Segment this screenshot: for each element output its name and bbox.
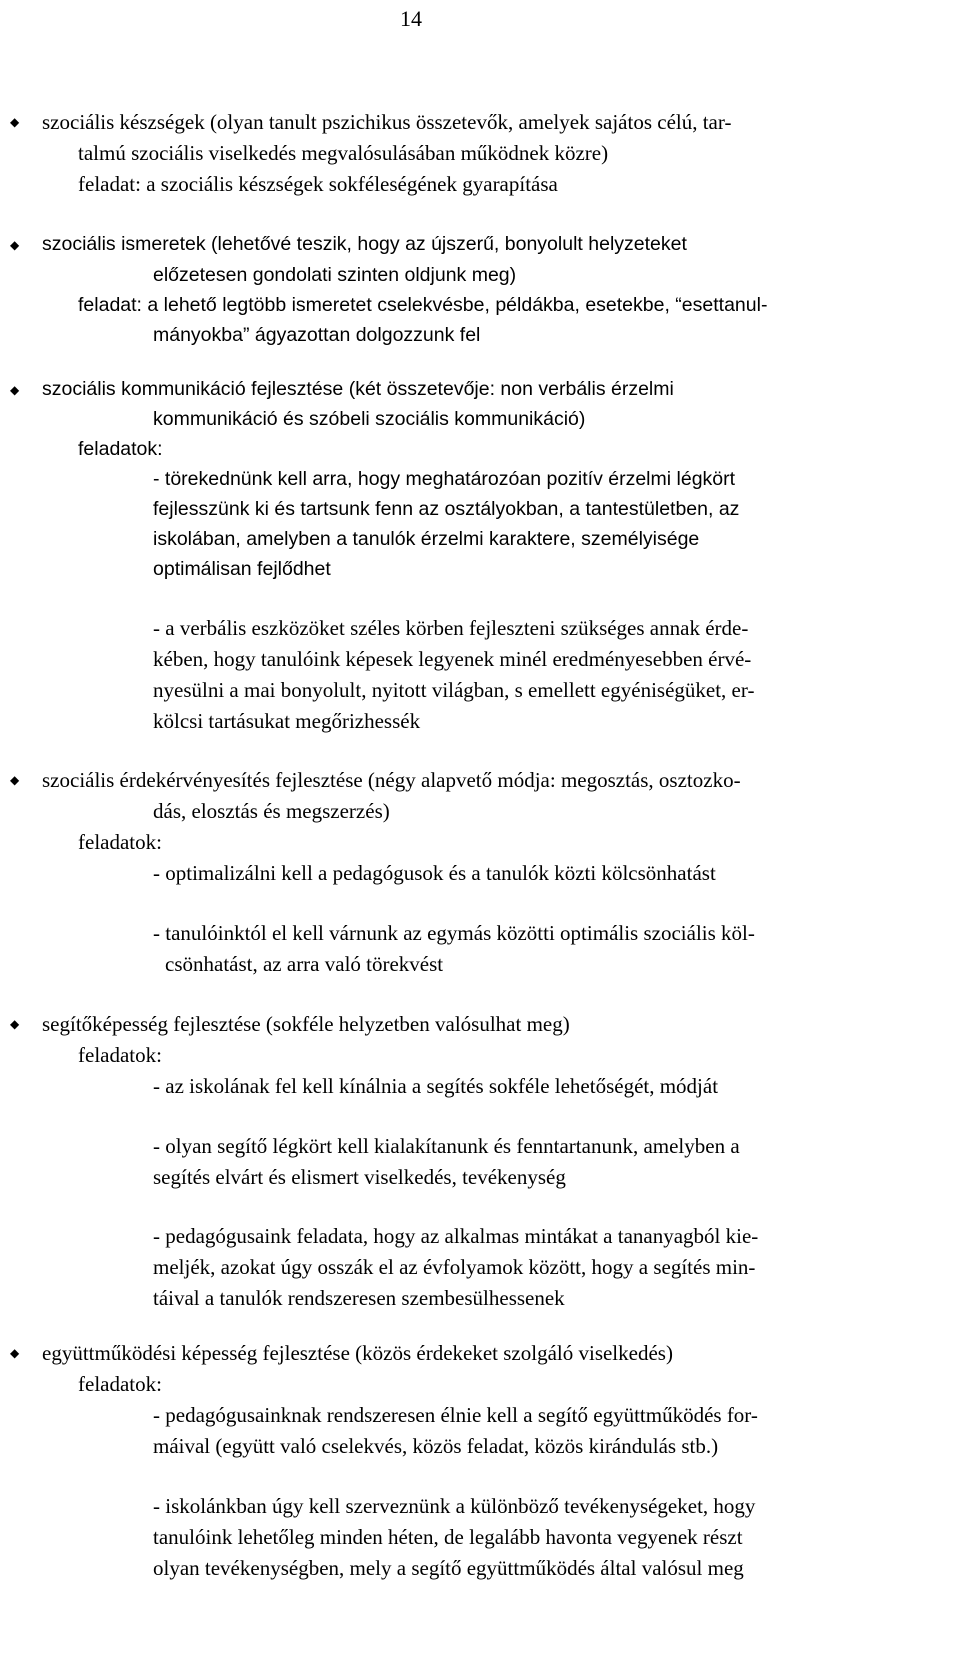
task-item: fejlesszünk ki és tartsunk fenn az osztályokban, a tantestületben, az (153, 498, 740, 520)
task-item: kölcsi tartásukat megőrizhessék (153, 709, 421, 733)
bullet-icon: ◆ (10, 115, 20, 129)
bullet-icon: ◆ (10, 773, 20, 787)
section-heading: szociális ismeretek (lehetővé teszik, hogy az újszerű, bonyolult helyzeteket (42, 233, 687, 255)
page-number: 14 (400, 6, 422, 31)
section-heading: együttműködési képesség fejlesztése (közös érdekeket szolgáló viselkedés) (42, 1341, 673, 1365)
tasks-label: feladatok: (78, 1372, 162, 1396)
bullet-icon: ◆ (10, 1017, 20, 1031)
task-item: csönhatást, az arra való törekvést (165, 952, 444, 976)
task-item: - törekednünk kell arra, hogy meghatározóan pozitív érzelmi légkört (153, 468, 736, 490)
section-text: kommunikáció és szóbeli szociális kommunikáció) (153, 408, 586, 430)
section-heading: segítőképesség fejlesztése (sokféle helyzetben valósulhat meg) (42, 1012, 570, 1036)
tasks-label: feladatok: (78, 1043, 162, 1067)
task-item: máival (együtt való cselekvés, közös feladat, közös kirándulás stb.) (153, 1434, 719, 1458)
section-heading: szociális készségek (olyan tanult pszichikus összetevők, amelyek sajátos célú, tar- (42, 110, 732, 134)
section-heading: szociális kommunikáció fejlesztése (két összetevője: non verbális érzelmi (42, 378, 674, 400)
task-item: - a verbális eszközöket széles körben fejleszteni szükséges annak érde- (153, 616, 749, 640)
task-item: - iskolánkban úgy kell szerveznünk a különböző tevékenységeket, hogy (153, 1494, 756, 1518)
task-item: iskolában, amelyben a tanulók érzelmi karaktere, személyisége (153, 528, 700, 550)
task-item: meljék, azokat úgy osszák el az évfolyamok között, hogy a segítés min- (153, 1255, 756, 1279)
section-task: feladat: a szociális készségek sokféleségének gyarapítása (78, 172, 558, 196)
section-text: előzetesen gondolati szinten oldjunk meg) (153, 264, 517, 286)
task-item: - optimalizálni kell a pedagógusok és a tanulók közti kölcsönhatást (153, 861, 716, 885)
task-item: kében, hogy tanulóink képesek legyenek minél eredményesebben érvé- (153, 647, 752, 671)
task-item: olyan tevékenységben, mely a segítő együttműködés által valósul meg (153, 1556, 744, 1580)
task-item: optimálisan fejlődhet (153, 558, 331, 580)
task-item: tanulóink lehetőleg minden héten, de legalább havonta vegyenek részt (153, 1525, 743, 1549)
bullet-icon: ◆ (10, 383, 20, 397)
section-text: talmú szociális viselkedés megvalósulásában működnek közre) (78, 141, 609, 165)
tasks-label: feladatok: (78, 438, 163, 460)
tasks-label: feladatok: (78, 830, 162, 854)
bullet-icon: ◆ (10, 1346, 20, 1360)
task-item: - az iskolának fel kell kínálnia a segítés sokféle lehetőségét, módját (153, 1074, 719, 1098)
section-task: feladat: a lehető legtöbb ismeretet cselekvésbe, példákba, esetekbe, “esettanul- (78, 294, 768, 316)
section-task: mányokba” ágyazottan dolgozzunk fel (153, 324, 481, 346)
task-item: - pedagógusainknak rendszeresen élnie kell a segítő együttműködés for- (153, 1403, 758, 1427)
task-item: - olyan segítő légkört kell kialakítanunk és fenntartanunk, amelyben a (153, 1134, 740, 1158)
task-item: nyesülni a mai bonyolult, nyitott világban, s emellett egyéniségüket, er- (153, 678, 755, 702)
section-heading: szociális érdekérvényesítés fejlesztése (négy alapvető módja: megosztás, osztozko- (42, 768, 741, 792)
task-item: - tanulóinktól el kell várnunk az egymás közötti optimális szociális köl- (153, 921, 755, 945)
task-item: - pedagógusaink feladata, hogy az alkalmas mintákat a tananyagból kie- (153, 1224, 759, 1248)
bullet-icon: ◆ (10, 238, 20, 252)
section-text: dás, elosztás és megszerzés) (153, 799, 390, 823)
task-item: táival a tanulók rendszeresen szembesülhessenek (153, 1286, 565, 1310)
task-item: segítés elvárt és elismert viselkedés, tevékenység (153, 1165, 566, 1189)
